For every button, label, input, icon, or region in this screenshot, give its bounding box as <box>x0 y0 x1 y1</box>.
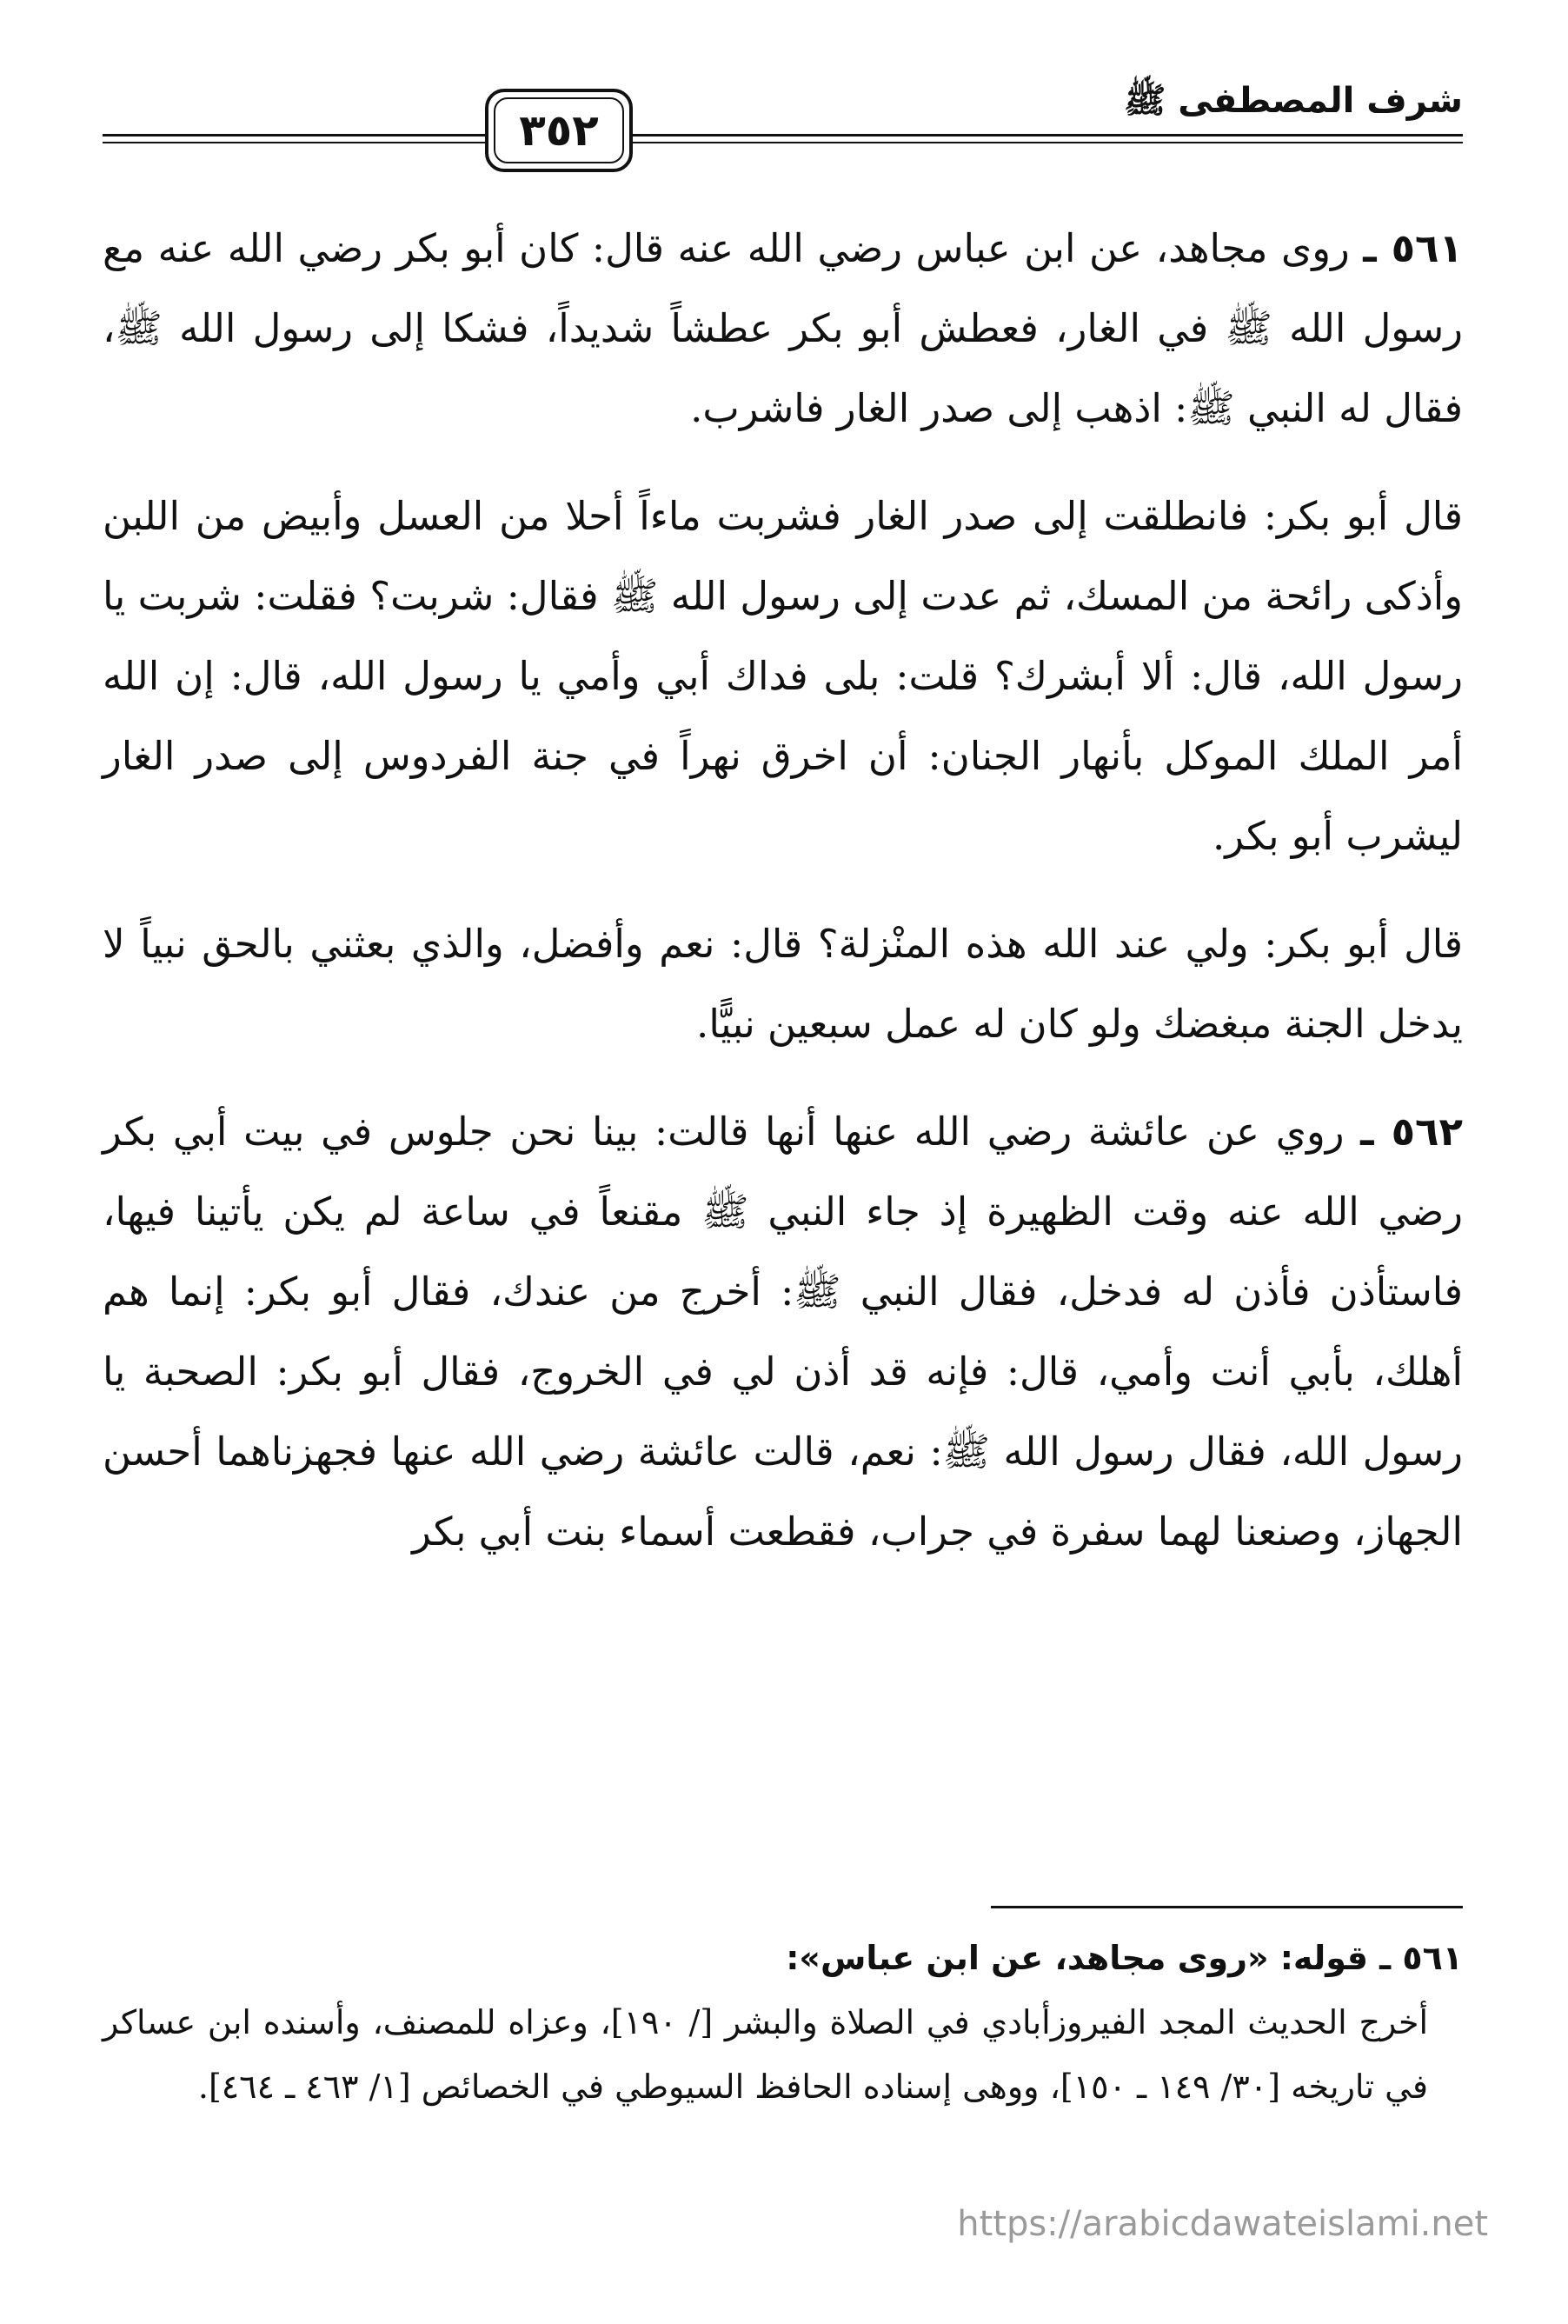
paragraph <box>103 209 1463 449</box>
watermark-url: https://arabicdawateislami.net <box>957 2204 1488 2244</box>
hadith-number: ٥٦١ ـ <box>1363 225 1463 271</box>
paragraph-text: قال أبو بكر: فانطلقت إلى صدر الغار فشربت ماءاً أحلا من العسل وأبيض من اللبن وأذكى رائحة من المسك، ثم عدت إلى رسول الله ﷺ فقال: شربت؟ فقلت: شربت يا رسول الله، قال: ألا أبشرك؟ قلت: بلى فداك أبي وأمي يا رسول الله، قال: إن الله أمر الملك الموكل بأنهار الجنان: أن اخرق نهراً في جنة الفردوس إلى صدر الغار ليشرب أبو بكر. <box>103 493 1463 859</box>
paragraph <box>103 476 1463 876</box>
paragraph <box>103 1092 1463 1572</box>
paragraph-text: روى مجاهد، عن ابن عباس رضي الله عنه قال: كان أبو بكر رضي الله عنه مع رسول الله ﷺ في الغار، فعطش أبو بكر عطشاً شديداً، فشكا إلى رسول الله ﷺ، فقال له النبي ﷺ: اذهب إلى صدر الغار فاشرب. <box>103 225 1463 431</box>
header-rule <box>103 134 1463 143</box>
page-header <box>103 75 1463 179</box>
footnotes <box>103 1926 1463 2119</box>
running-title: شرف المصطفى ﷺ <box>1123 81 1463 121</box>
footnote-separator <box>991 1906 1463 1908</box>
page-number: ٣٥٢ <box>519 105 599 156</box>
paragraph-text: قال أبو بكر: ولي عند الله هذه المنْزلة؟ قال: نعم وأفضل، والذي بعثني بالحق نبياً لا يدخل الجنة مبغضك ولو كان له عمل سبعين نبيًّا. <box>103 921 1463 1047</box>
footnote-heading: ٥٦١ ـ قوله: «روى مجاهد، عن ابن عباس»: <box>786 1939 1463 1977</box>
footnote-body: أخرج الحديث المجد الفيروزأبادي في الصلاة والبشر [/ ١٩٠]، وعزاه للمصنف، وأسنده ابن عساكر في تاريخه [٣٠/ ١٤٩ ـ ١٥٠]، ووهى إسناده الحافظ السيوطي في الخصائص [١/ ٤٦٣ ـ ٤٦٤]. <box>103 2003 1428 2106</box>
page-number-frame <box>485 89 633 172</box>
hadith-number: ٥٦٢ ـ <box>1360 1109 1463 1155</box>
paragraph <box>103 904 1463 1064</box>
main-text <box>103 209 1463 1600</box>
paragraph-text: روي عن عائشة رضي الله عنها أنها قالت: بينا نحن جلوس في بيت أبي بكر رضي الله عنه وقت الظهيرة إذ جاء النبي ﷺ مقنعاً في ساعة لم يكن يأتينا فيها، فاستأذن فأذن له فدخل، فقال النبي ﷺ: أخرج من عندك، فقال أبو بكر: إنما هم أهلك، بأبي أنت وأمي، قال: فإنه قد أذن لي في الخروج، فقال أبو بكر: الصحبة يا رسول الله، فقال رسول الله ﷺ: نعم، قالت عائشة رضي الله عنها فجهزناهما أحسن الجهاز، وصنعنا لهما سفرة في جراب، فقطعت أسماء بنت أبي بكر <box>103 1109 1463 1555</box>
